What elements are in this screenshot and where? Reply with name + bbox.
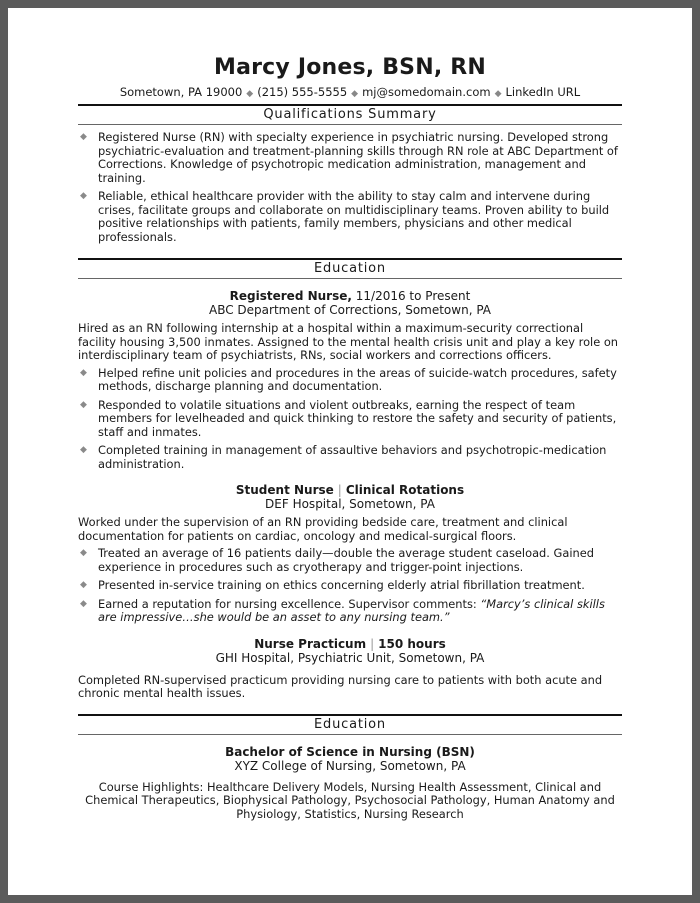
qualifications-list <box>78 131 622 244</box>
contact-location: Sometown, PA 19000 <box>119 85 243 99</box>
contact-linkedin: LinkedIn URL <box>505 85 581 99</box>
diamond-bullet-icon: ◆ <box>80 598 87 609</box>
resume-page <box>8 8 692 895</box>
diamond-separator-icon: ◆ <box>246 89 254 99</box>
supervisor-quote: “Marcy’s clinical skills are impressive…she would be an asset to any nursing team.” <box>98 596 605 624</box>
diamond-bullet-icon: ◆ <box>80 132 87 142</box>
section-heading-qualifications: Qualifications Summary <box>78 104 622 125</box>
job-bullets <box>78 547 622 625</box>
candidate-name: Marcy Jones, BSN, RN <box>213 55 487 80</box>
job-summary: Completed RN-supervised practicum providing nursing care to patients with both acute and chronic mental health issues. <box>78 672 603 700</box>
job-bullets <box>78 367 622 472</box>
contact-email: mj@somedomain.com <box>362 85 491 99</box>
list-item: ◆ Responded to volatile situations and violent outbreaks, earning the respect of team members for levelheaded and quick thinking to restore the safety and security of patients, staff and inmates. <box>80 397 617 439</box>
contact-line <box>78 85 622 101</box>
list-item: ◆ Completed training in management of assaultive behaviors and psychotropic-medication administration. <box>80 443 607 471</box>
section-heading-experience: Education <box>78 258 622 279</box>
contact-phone: (215) 555-5555 <box>257 85 348 99</box>
list-item: ◆ Treated an average of 16 patients daily—double the average student caseload. Gained experience in procedures such as cryotherapy and trigger-point injections. <box>80 546 594 574</box>
job-organization: GHI Hospital, Psychiatric Unit, Sometown, PA <box>215 650 485 665</box>
diamond-bullet-icon: ◆ <box>80 580 87 590</box>
pipe-separator: | <box>370 636 375 651</box>
diamond-bullet-icon: ◆ <box>80 445 87 455</box>
job-title: Nurse Practicum | 150 hours <box>254 636 446 651</box>
degree-title: Bachelor of Science in Nursing (BSN) <box>225 744 475 759</box>
diamond-bullet-icon: ◆ <box>80 191 87 201</box>
diamond-separator-icon: ◆ <box>494 89 502 99</box>
course-highlights: Course Highlights: Healthcare Delivery Models, Nursing Health Assessment, Clinical and Chemical Therapeutics, Biophysical Pathology, Psychosocial Pathology, Human Anatomy and Physiology, Statistics, Nursing Research <box>85 779 615 821</box>
diamond-separator-icon: ◆ <box>351 89 359 99</box>
list-item: ◆ Presented in-service training on ethics concerning elderly atrial fibrillation treatment. <box>80 578 585 592</box>
job-organization: DEF Hospital, Sometown, PA <box>265 497 435 511</box>
job-organization: ABC Department of Corrections, Sometown, PA <box>209 303 491 317</box>
diamond-bullet-icon: ◆ <box>80 548 87 558</box>
job-dates: 11/2016 to Present <box>355 289 471 303</box>
pipe-separator: | <box>337 483 342 497</box>
job-title: Registered Nurse, 11/2016 to Present <box>229 289 471 303</box>
list-item: ◆ Earned a reputation for nursing excellence. Supervisor comments: “Marcy’s clinical skills are impressive…she would be an asset to any nursing team.” <box>80 596 605 624</box>
list-item: ◆ Helped refine unit policies and procedures in the areas of suicide-watch procedures, safety methods, discharge planning and documentation. <box>80 365 617 393</box>
job-summary: Worked under the supervision of an RN providing bedside care, treatment and clinical documentation for patients on cardiac, oncology and medical-surgical floors. <box>78 515 568 543</box>
diamond-bullet-icon: ◆ <box>80 399 87 410</box>
list-item: ◆ Registered Nurse (RN) with specialty experience in psychiatric nursing. Developed strong psychiatric-evaluation and treatment-planning skills through RN role at ABC Department of Corrections. Knowledge of psychotropic medication administration, management and training. <box>80 130 618 185</box>
list-item: ◆ Reliable, ethical healthcare provider with the ability to stay calm and intervene during crises, facilitate groups and collaborate on multidisciplinary teams. Proven ability to build positive relationships with patients, family members, physicians and other medical professionals. <box>80 189 610 244</box>
job-summary: Hired as an RN following internship at a hospital within a maximum-security correctional facility housing 3,500 inmates. Assigned to the mental health crisis unit and play a key role on interdisciplinary team of psychiatrists, RNs, social workers and corrections officers. <box>78 321 619 362</box>
job-title: Student Nurse | Clinical Rotations <box>235 483 465 497</box>
school-name: XYZ College of Nursing, Sometown, PA <box>234 758 466 773</box>
section-heading-education: Education <box>78 714 622 735</box>
diamond-bullet-icon: ◆ <box>80 367 87 378</box>
